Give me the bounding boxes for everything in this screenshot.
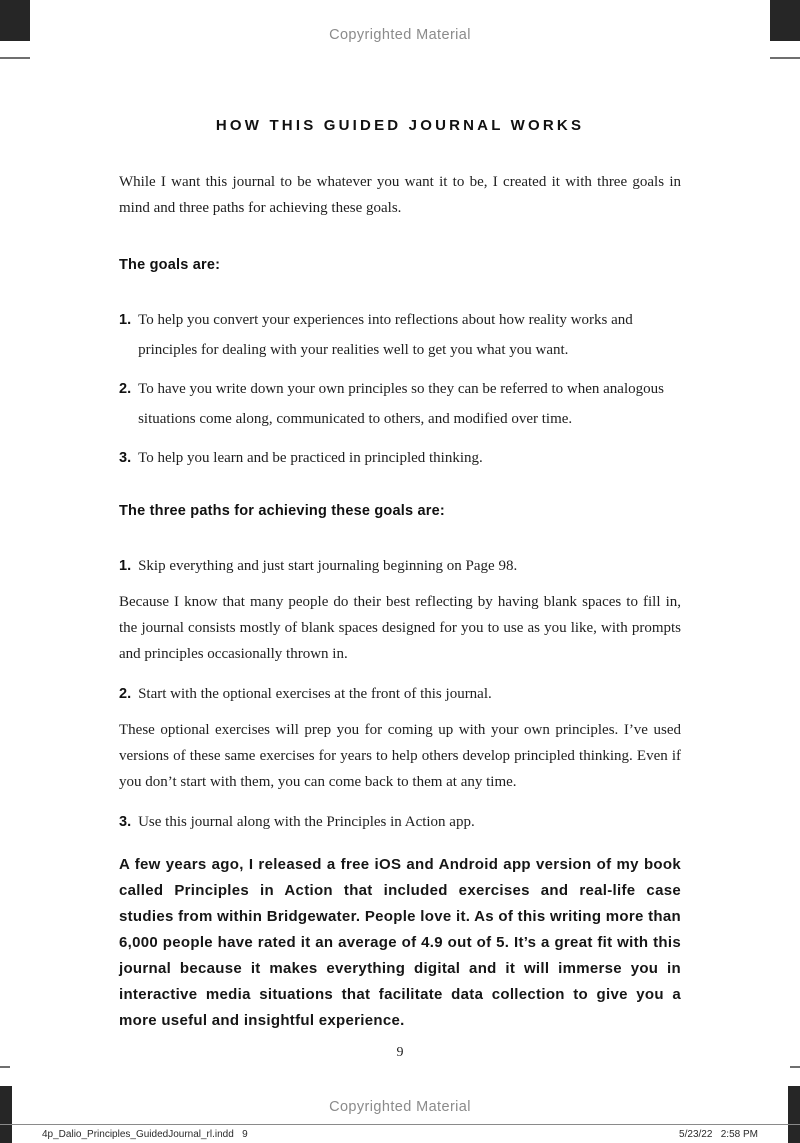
list-item [119,443,681,473]
goal-number: 2. [119,381,132,397]
page-edge-mark-top-left [0,0,30,41]
print-slug-footer [0,1124,800,1140]
slug-timestamp: 5/23/22 2:58 PM [679,1129,758,1140]
page-edge-mark-top-right [770,0,800,41]
path-body-paragraph: These optional exercises will prep you for coming up with your own principles. I’ve used versions of these same exercises for years to help others develop principled thinking. Even if you don’t start with them, you can come back to them at any time. [119,722,681,790]
list-item [119,374,681,434]
path-lead-text: Start with the optional exercises at the front of this journal. [138,686,492,702]
list-item [119,305,681,365]
goals-list [119,305,681,473]
path-number: 1. [119,558,132,574]
list-item [119,807,681,837]
list-item [119,551,681,581]
intro-paragraph: While I want this journal to be whatever you want it to be, I created it with three goals in mind and three paths for achieving these goals. [119,174,681,216]
crop-mark-bottom-left [0,1066,10,1068]
crop-mark-top-left [0,57,30,59]
page-number: 9 [396,1045,404,1060]
path-lead-text: Use this journal along with the Principles in Action app. [138,814,475,830]
goal-number: 1. [119,312,132,328]
goal-text: To have you write down your own principles so they can be referred to when analogous situations come along, communicated to others, and modified over time. [138,381,664,427]
path-body-paragraph: Because I know that many people do their best reflecting by having blank spaces to fill in, the journal consists mostly of blank spaces designed for you to use as you like, with prompts and principles occasionally thrown in. [119,594,681,662]
goal-number: 3. [119,450,132,466]
goal-text: To help you convert your experiences into reflections about how reality works and principles for dealing with your realities well to get you what you want. [138,312,633,358]
crop-mark-bottom-right [790,1066,800,1068]
list-item [119,679,681,709]
slug-filename: 4p_Dalio_Principles_GuidedJournal_rl.indd 9 [42,1129,248,1140]
goals-heading: The goals are: [119,257,221,273]
crop-mark-top-right [770,57,800,59]
path-lead-text: Skip everything and just start journaling beginning on Page 98. [138,558,518,574]
paths-heading: The three paths for achieving these goals are: [119,503,445,519]
page-content [0,117,800,1034]
copyright-notice-top: Copyrighted Material [329,27,471,43]
copyright-notice-bottom: Copyrighted Material [329,1099,471,1115]
path-number: 3. [119,814,132,830]
path-number: 2. [119,686,132,702]
app-paragraph: A few years ago, I released a free iOS and Android app version of my book called Principles in Action that included exercises and real-life case studies from within Bridgewater. People love it. As of this writing more than 6,000 people have rated it an average of 4.9 out of 5. It’s a great fit with this journal because it makes everything digital and it will immerse you in interactive media situations that facilitate data collection to give you a more useful and insightful experience. [119,856,681,1029]
goal-text: To help you learn and be practiced in principled thinking. [138,450,483,466]
page-title: HOW THIS GUIDED JOURNAL WORKS [215,117,585,134]
